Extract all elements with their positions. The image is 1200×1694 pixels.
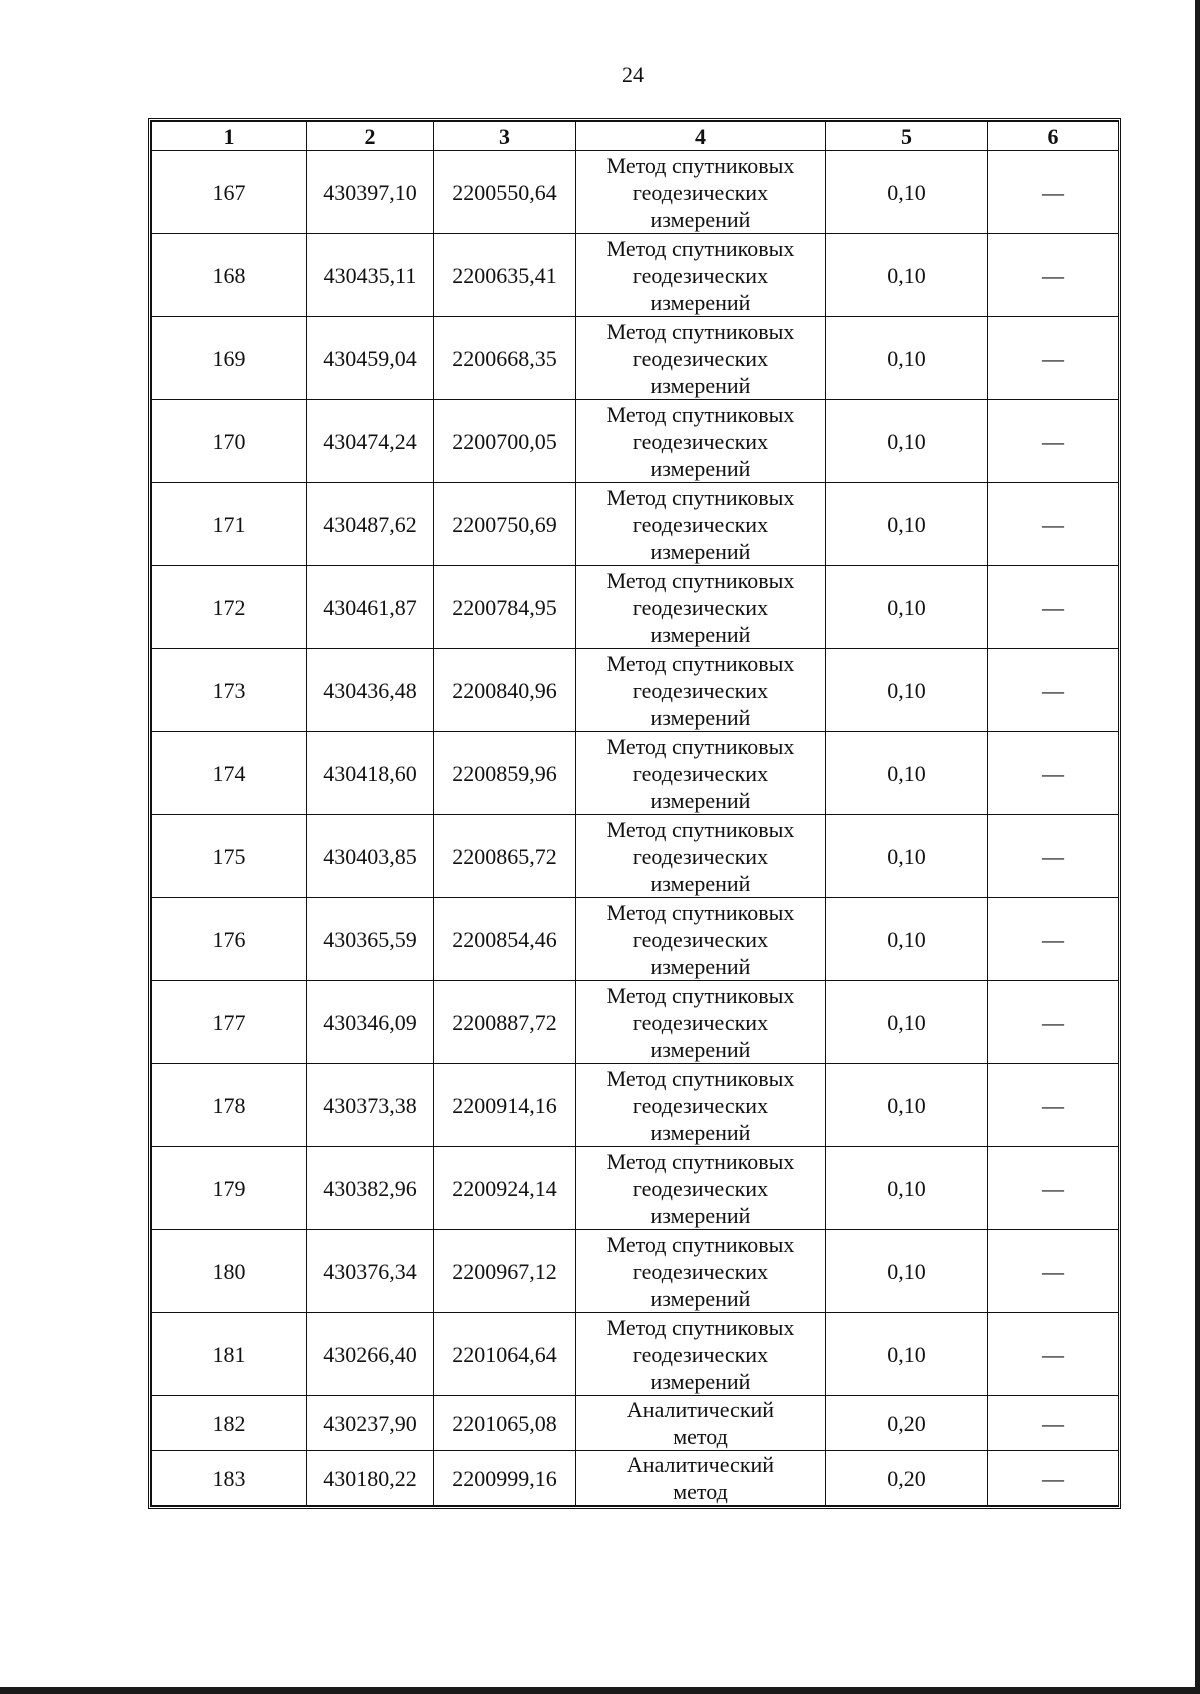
header-cell-6: 6 — [988, 122, 1119, 151]
x-coordinate-cell: 430180,22 — [307, 1451, 434, 1506]
method-line: геодезических — [632, 1341, 769, 1367]
point-number-cell: 178 — [152, 1064, 307, 1147]
header-cell-4: 4 — [576, 122, 826, 151]
table-row — [152, 649, 1119, 732]
method-cell — [576, 649, 826, 732]
x-coordinate-cell: 430459,04 — [307, 317, 434, 400]
method-line: геодезических — [632, 1258, 769, 1284]
table-row — [152, 815, 1119, 898]
header-cell-1: 1 — [152, 122, 307, 151]
method-line: геодезических — [632, 428, 769, 454]
description-cell — [988, 483, 1119, 566]
table-row — [152, 1230, 1119, 1313]
method-line: Метод спутниковых — [606, 401, 795, 427]
x-coordinate-cell: 430474,24 — [307, 400, 434, 483]
method-cell — [576, 234, 826, 317]
description-cell — [988, 1396, 1119, 1451]
method-line: измерений — [650, 621, 751, 647]
point-number-cell: 183 — [152, 1451, 307, 1506]
description-cell — [988, 981, 1119, 1064]
method-line: Метод спутниковых — [606, 152, 795, 178]
accuracy-cell: 0,10 — [826, 317, 988, 400]
dash-mark: — — [1042, 677, 1064, 703]
method-line: Метод спутниковых — [606, 1065, 795, 1091]
x-coordinate-cell: 430373,38 — [307, 1064, 434, 1147]
method-cell — [576, 1313, 826, 1396]
coordinates-table — [148, 118, 1121, 1509]
x-coordinate-cell: 430461,87 — [307, 566, 434, 649]
method-cell — [576, 317, 826, 400]
description-cell — [988, 649, 1119, 732]
point-number-cell: 168 — [152, 234, 307, 317]
x-coordinate-cell: 430266,40 — [307, 1313, 434, 1396]
dash-mark: — — [1042, 1258, 1064, 1284]
point-number-cell: 169 — [152, 317, 307, 400]
method-line: Метод спутниковых — [606, 1148, 795, 1174]
point-number-cell: 170 — [152, 400, 307, 483]
y-coordinate-cell: 2200887,72 — [434, 981, 576, 1064]
dash-mark: — — [1042, 1175, 1064, 1201]
y-coordinate-cell: 2200914,16 — [434, 1064, 576, 1147]
point-number-cell: 181 — [152, 1313, 307, 1396]
method-line: геодезических — [632, 1175, 769, 1201]
method-line: измерений — [650, 206, 751, 232]
x-coordinate-cell: 430365,59 — [307, 898, 434, 981]
point-number-cell: 174 — [152, 732, 307, 815]
accuracy-cell: 0,10 — [826, 566, 988, 649]
method-line: геодезических — [632, 345, 769, 371]
y-coordinate-cell: 2200859,96 — [434, 732, 576, 815]
point-number-cell: 177 — [152, 981, 307, 1064]
method-cell — [576, 483, 826, 566]
method-line: Метод спутниковых — [606, 1314, 795, 1340]
method-cell — [576, 1451, 826, 1506]
point-number-cell: 175 — [152, 815, 307, 898]
method-line: метод — [673, 1424, 728, 1449]
table-body — [152, 151, 1119, 1506]
accuracy-cell: 0,10 — [826, 815, 988, 898]
method-line: измерений — [650, 1202, 751, 1228]
point-number-cell: 173 — [152, 649, 307, 732]
method-line: геодезических — [632, 262, 769, 288]
y-coordinate-cell: 2200550,64 — [434, 151, 576, 234]
page-number: 24 — [622, 62, 644, 87]
dash-mark: — — [1042, 594, 1064, 620]
y-coordinate-cell: 2200999,16 — [434, 1451, 576, 1506]
y-coordinate-cell: 2200967,12 — [434, 1230, 576, 1313]
x-coordinate-cell: 430487,62 — [307, 483, 434, 566]
table-row — [152, 483, 1119, 566]
method-line: Метод спутниковых — [606, 816, 795, 842]
point-number-cell: 167 — [152, 151, 307, 234]
method-line: Метод спутниковых — [606, 650, 795, 676]
dash-mark: — — [1042, 262, 1064, 288]
y-coordinate-cell: 2200865,72 — [434, 815, 576, 898]
page-frame-bottom — [0, 1687, 1200, 1694]
description-cell — [988, 1064, 1119, 1147]
method-line: Метод спутниковых — [606, 733, 795, 759]
point-number-cell: 171 — [152, 483, 307, 566]
description-cell — [988, 400, 1119, 483]
method-cell — [576, 898, 826, 981]
table-row — [152, 566, 1119, 649]
description-cell — [988, 566, 1119, 649]
method-line: Метод спутниковых — [606, 899, 795, 925]
method-line: геодезических — [632, 1092, 769, 1118]
accuracy-cell: 0,20 — [826, 1451, 988, 1506]
description-cell — [988, 234, 1119, 317]
y-coordinate-cell: 2200854,46 — [434, 898, 576, 981]
method-cell — [576, 151, 826, 234]
y-coordinate-cell: 2201064,64 — [434, 1313, 576, 1396]
method-cell — [576, 400, 826, 483]
dash-mark: — — [1042, 179, 1064, 205]
method-cell — [576, 1064, 826, 1147]
method-line: метод — [673, 1479, 728, 1504]
description-cell — [988, 898, 1119, 981]
point-number-cell: 180 — [152, 1230, 307, 1313]
description-cell — [988, 151, 1119, 234]
method-line: измерений — [650, 1036, 751, 1062]
table-header-row — [152, 122, 1119, 151]
method-line: геодезических — [632, 594, 769, 620]
method-cell — [576, 732, 826, 815]
y-coordinate-cell: 2200840,96 — [434, 649, 576, 732]
method-line: Аналитический — [626, 1452, 775, 1477]
point-number-cell: 176 — [152, 898, 307, 981]
accuracy-cell: 0,10 — [826, 1313, 988, 1396]
method-cell — [576, 1147, 826, 1230]
point-number-cell: 179 — [152, 1147, 307, 1230]
dash-mark: — — [1042, 1465, 1064, 1491]
x-coordinate-cell: 430376,34 — [307, 1230, 434, 1313]
table-row — [152, 1396, 1119, 1451]
table-row — [152, 151, 1119, 234]
table-row — [152, 317, 1119, 400]
description-cell — [988, 317, 1119, 400]
method-line: геодезических — [632, 677, 769, 703]
dash-mark: — — [1042, 428, 1064, 454]
header-cell-3: 3 — [434, 122, 576, 151]
method-line: Аналитический — [626, 1397, 775, 1422]
dash-mark: — — [1042, 511, 1064, 537]
method-line: геодезических — [632, 926, 769, 952]
x-coordinate-cell: 430382,96 — [307, 1147, 434, 1230]
x-coordinate-cell: 430403,85 — [307, 815, 434, 898]
dash-mark: — — [1042, 1009, 1064, 1035]
table-row — [152, 400, 1119, 483]
y-coordinate-cell: 2200668,35 — [434, 317, 576, 400]
table-row — [152, 234, 1119, 317]
accuracy-cell: 0,10 — [826, 1147, 988, 1230]
x-coordinate-cell: 430397,10 — [307, 151, 434, 234]
dash-mark: — — [1042, 926, 1064, 952]
method-cell — [576, 815, 826, 898]
page-frame-right — [1195, 0, 1200, 1694]
accuracy-cell: 0,10 — [826, 649, 988, 732]
x-coordinate-cell: 430435,11 — [307, 234, 434, 317]
x-coordinate-cell: 430346,09 — [307, 981, 434, 1064]
method-line: Метод спутниковых — [606, 982, 795, 1008]
method-line: Метод спутниковых — [606, 318, 795, 344]
dash-mark: — — [1042, 1410, 1064, 1436]
method-line: измерений — [650, 870, 751, 896]
method-line: измерений — [650, 289, 751, 315]
y-coordinate-cell: 2200700,05 — [434, 400, 576, 483]
y-coordinate-cell: 2200635,41 — [434, 234, 576, 317]
x-coordinate-cell: 430237,90 — [307, 1396, 434, 1451]
method-line: измерений — [650, 1368, 751, 1394]
x-coordinate-cell: 430418,60 — [307, 732, 434, 815]
method-line: измерений — [650, 455, 751, 481]
header-cell-2: 2 — [307, 122, 434, 151]
accuracy-cell: 0,10 — [826, 732, 988, 815]
accuracy-cell: 0,10 — [826, 981, 988, 1064]
description-cell — [988, 1451, 1119, 1506]
y-coordinate-cell: 2200750,69 — [434, 483, 576, 566]
accuracy-cell: 0,20 — [826, 1396, 988, 1451]
description-cell — [988, 1313, 1119, 1396]
method-cell — [576, 1396, 826, 1451]
point-number-cell: 182 — [152, 1396, 307, 1451]
method-line: геодезических — [632, 511, 769, 537]
method-line: измерений — [650, 1119, 751, 1145]
dash-mark: — — [1042, 1341, 1064, 1367]
method-line: геодезических — [632, 843, 769, 869]
dash-mark: — — [1042, 1092, 1064, 1118]
accuracy-cell: 0,10 — [826, 151, 988, 234]
method-line: геодезических — [632, 760, 769, 786]
coordinates-table-grid — [151, 121, 1119, 1506]
y-coordinate-cell: 2201065,08 — [434, 1396, 576, 1451]
accuracy-cell: 0,10 — [826, 234, 988, 317]
table-row — [152, 898, 1119, 981]
header-cell-5: 5 — [826, 122, 988, 151]
table-row — [152, 981, 1119, 1064]
accuracy-cell: 0,10 — [826, 483, 988, 566]
method-line: Метод спутниковых — [606, 235, 795, 261]
description-cell — [988, 1230, 1119, 1313]
method-line: измерений — [650, 787, 751, 813]
y-coordinate-cell: 2200784,95 — [434, 566, 576, 649]
accuracy-cell: 0,10 — [826, 400, 988, 483]
table-row — [152, 1451, 1119, 1506]
x-coordinate-cell: 430436,48 — [307, 649, 434, 732]
method-line: измерений — [650, 953, 751, 979]
dash-mark: — — [1042, 843, 1064, 869]
description-cell — [988, 1147, 1119, 1230]
method-cell — [576, 1230, 826, 1313]
method-cell — [576, 981, 826, 1064]
method-line: измерений — [650, 372, 751, 398]
method-line: геодезических — [632, 1009, 769, 1035]
accuracy-cell: 0,10 — [826, 1230, 988, 1313]
method-cell — [576, 566, 826, 649]
method-line: Метод спутниковых — [606, 1231, 795, 1257]
description-cell — [988, 732, 1119, 815]
accuracy-cell: 0,10 — [826, 898, 988, 981]
method-line: Метод спутниковых — [606, 484, 795, 510]
method-line: измерений — [650, 1285, 751, 1311]
dash-mark: — — [1042, 345, 1064, 371]
method-line: измерений — [650, 704, 751, 730]
table-row — [152, 1313, 1119, 1396]
table-row — [152, 732, 1119, 815]
accuracy-cell: 0,10 — [826, 1064, 988, 1147]
method-line: Метод спутниковых — [606, 567, 795, 593]
dash-mark: — — [1042, 760, 1064, 786]
method-line: геодезических — [632, 179, 769, 205]
method-line: измерений — [650, 538, 751, 564]
y-coordinate-cell: 2200924,14 — [434, 1147, 576, 1230]
table-row — [152, 1147, 1119, 1230]
point-number-cell: 172 — [152, 566, 307, 649]
description-cell — [988, 815, 1119, 898]
table-row — [152, 1064, 1119, 1147]
